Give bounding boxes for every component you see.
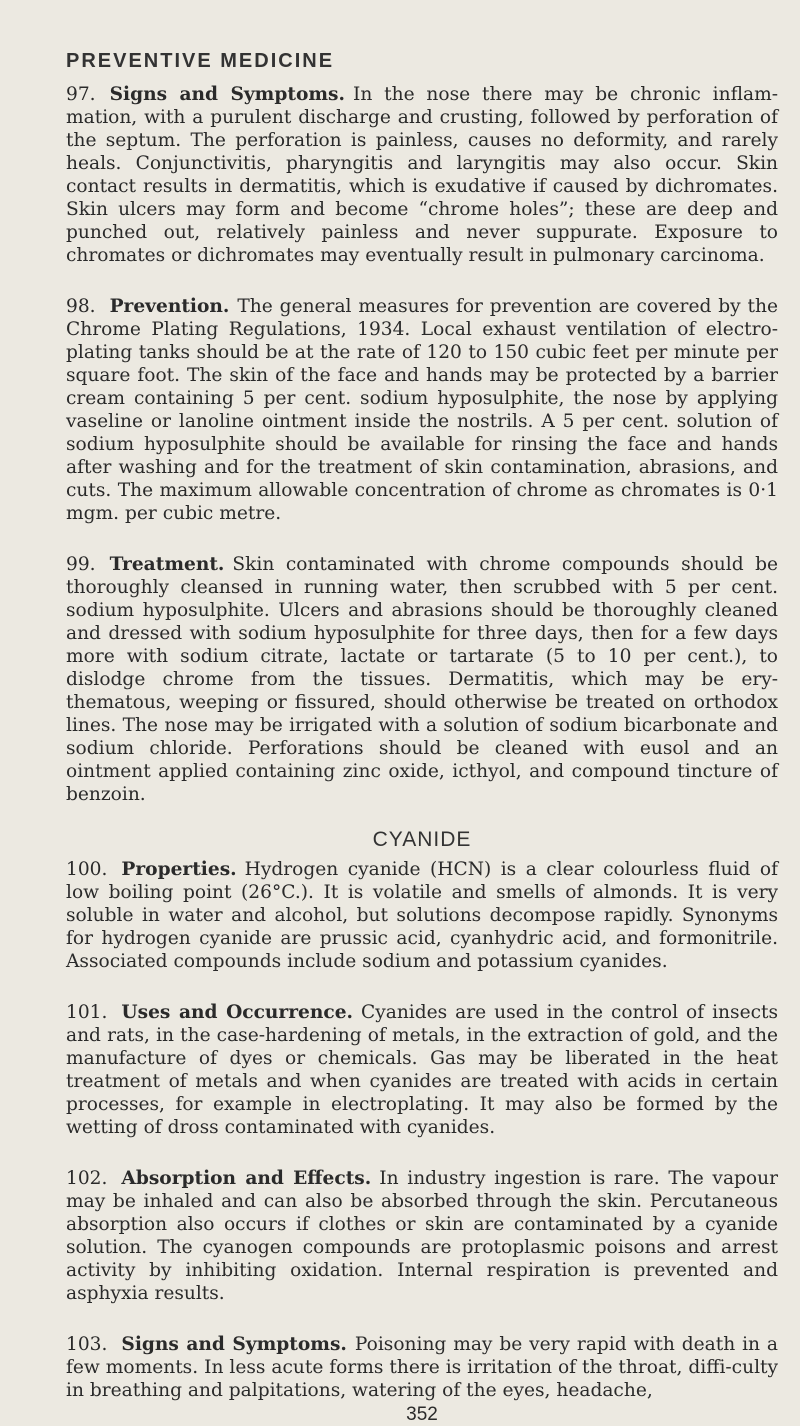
paragraph-heading: Treatment.: [109, 554, 225, 575]
paragraph-text: Skin contaminated with chrome compounds should be thoroughly cleansed in running water, then scrubbed with 5 per cent. sodium hyposulphite. Ulcers and abrasions should be thoroughly cleaned and dressed with sodium hyposulphite for three days, then for a few days more with sodium citrate, lactate or tartarate (5 to 10 per cent.), to dislodge chrome from the tissues. Dermatitis, which may be ery-thematous, weeping or fissured, should otherwise be treated on orthodox lines. The nose may be irrigated with a solution of sodium bicarbonate and sodium chloride. Perforations should be cleaned with eusol and an ointment applied containing zinc oxide, icthyol, and compound tincture of benzoin.: [66, 554, 778, 805]
paragraph-number: 97.: [66, 84, 96, 105]
paragraph-102: [66, 1167, 778, 1305]
paragraph-number: 103.: [66, 1334, 108, 1355]
paragraph-97: [66, 83, 778, 267]
paragraph-103: [66, 1333, 778, 1402]
paragraph-number: 102.: [66, 1168, 108, 1189]
paragraph-98: [66, 295, 778, 525]
page-number: 352: [406, 1404, 438, 1425]
paragraph-heading: Absorption and Effects.: [121, 1168, 372, 1189]
running-head: PREVENTIVE MEDICINE: [66, 50, 335, 72]
paragraph-number: 99.: [66, 554, 96, 575]
paragraph-number: 98.: [66, 296, 96, 317]
paragraph-heading: Signs and Symptoms.: [109, 84, 345, 105]
document-page: [66, 50, 778, 1426]
paragraph-text: Hydrogen cyanide (HCN) is a clear colourless fluid of low boiling point (26°C.). It is volatile and smells of almonds. It is very soluble in water and alcohol, but solutions decompose rapidly. Synonyms for hydrogen cyanide are prussic acid, cyanhydric acid, and formonitrile. Associated compounds include sodium and potassium cyanides.: [66, 859, 778, 972]
paragraph-heading: Prevention.: [109, 296, 230, 317]
paragraph-text: Poisoning may be very rapid with death in a few moments. In less acute forms there is irritation of the throat, diffi-culty in breathing and palpitations, watering of the eyes, headache,: [66, 1334, 778, 1401]
paragraph-heading: Signs and Symptoms.: [121, 1334, 347, 1355]
paragraph-number: 100.: [66, 859, 108, 880]
paragraph-text: In the nose there may be chronic inflam-mation, with a purulent discharge and crusting, followed by perforation of the septum. The perforation is painless, causes no deformity, and rarely heals. Conjunctivitis, pharyngitis and laryngitis may also occur. Skin contact results in dermatitis, which is exudative if caused by dichromates. Skin ulcers may form and become “chrome holes”; these are deep and punched out, relatively painless and never suppurate. Exposure to chromates or dichromates may eventually result in pulmonary carcinoma.: [66, 84, 778, 266]
paragraph-number: 101.: [66, 1002, 108, 1023]
paragraph-100: [66, 858, 778, 973]
paragraph-heading: Properties.: [121, 859, 237, 880]
section-title: CYANIDE: [372, 828, 472, 851]
paragraph-heading: Uses and Occurrence.: [121, 1002, 353, 1023]
paragraph-99: [66, 553, 778, 806]
paragraph-text: In industry ingestion is rare. The vapour may be inhaled and can also be absorbed through the skin. Percutaneous absorption also occurs if clothes or skin are contaminated by a cyanide solution. The cyanogen compounds are protoplasmic poisons and arrest activity by inhibiting oxidation. Internal respiration is prevented and asphyxia results.: [66, 1168, 778, 1304]
paragraph-text: Cyanides are used in the control of insects and rats, in the case-hardening of metals, in the extraction of gold, and the manufacture of dyes or chemicals. Gas may be liberated in the heat treatment of metals and when cyanides are treated with acids in certain processes, for example in electroplating. It may also be formed by the wetting of dross contaminated with cyanides.: [66, 1002, 778, 1138]
paragraph-101: [66, 1001, 778, 1139]
paragraph-text: The general measures for prevention are covered by the Chrome Plating Regulations, 1934. Local exhaust ventilation of electro-plating tanks should be at the rate of 120 to 150 cubic feet per minute per square foot. The skin of the face and hands may be protected by a barrier cream containing 5 per cent. sodium hyposulphite, the nose by applying vaseline or lanoline ointment inside the nostrils. A 5 per cent. solution of sodium hyposulphite should be available for rinsing the face and hands after washing and for the treatment of skin contamination, abrasions, and cuts. The maximum allowable concentration of chrome as chromates is 0·1 mgm. per cubic metre.: [66, 296, 778, 524]
